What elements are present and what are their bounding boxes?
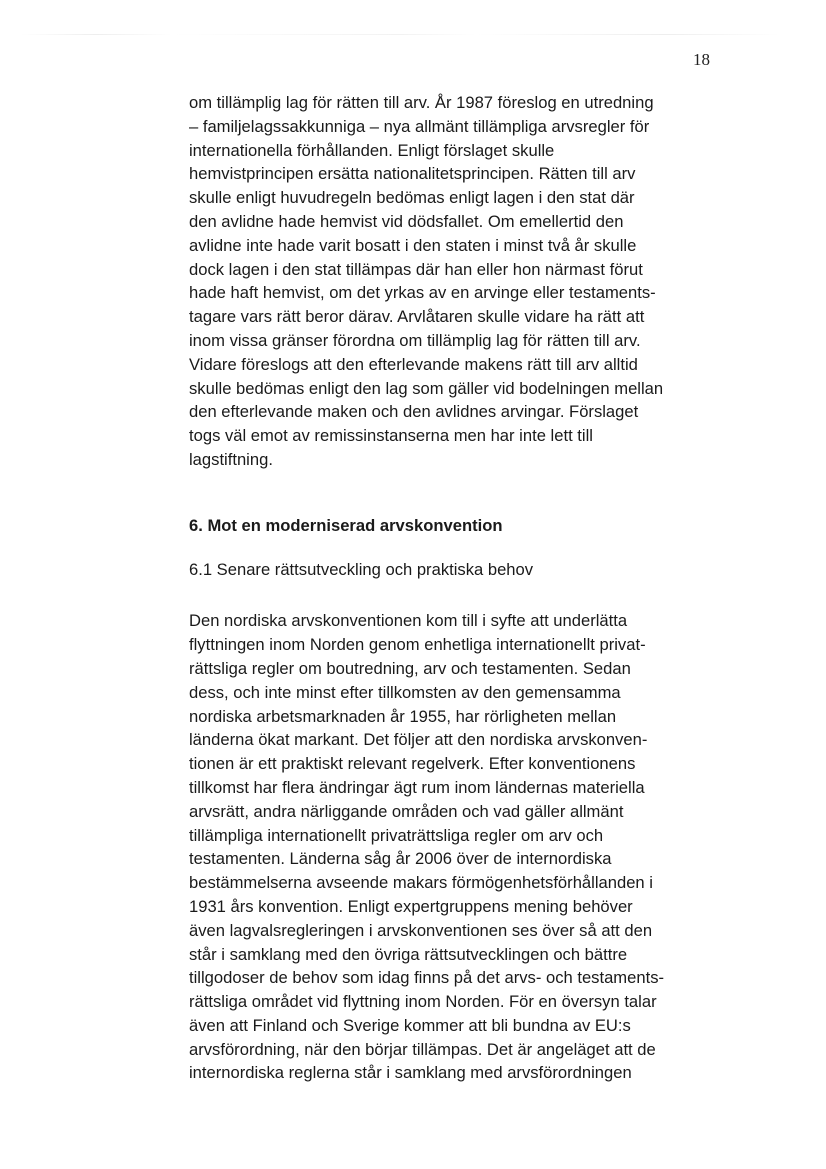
text-line: rättsliga regler om boutredning, arv och testamenten. Sedan <box>189 658 631 678</box>
section-heading: 6. Mot en moderniserad arvskonvention <box>189 515 503 535</box>
paragraph-legal-development <box>189 609 719 1085</box>
text-line: togs väl emot av remissinstanserna men har inte lett till <box>189 426 593 446</box>
text-line: arvsförordning, när den börjar tillämpas. Det är angeläget att de <box>189 1039 656 1059</box>
text-line: dess, och inte minst efter tillkomsten av den gemensamma <box>189 682 621 702</box>
text-line: nordiska arbetsmarknaden år 1955, har rörligheten mellan <box>189 706 617 726</box>
text-line: hade haft hemvist, om det yrkas av en arvinge eller testaments- <box>189 283 656 303</box>
text-line: står i samklang med den övriga rättsutvecklingen och bättre <box>189 944 628 964</box>
scan-artifact <box>20 34 780 35</box>
text-line: länderna ökat markant. Det följer att den nordiska arvskonven- <box>189 730 648 750</box>
text-line: 1931 års konvention. Enligt expertgruppens mening behöver <box>189 896 633 916</box>
text-line: arvsrätt, andra närliggande områden och vad gäller allmänt <box>189 801 624 821</box>
text-line: den avlidne hade hemvist vid dödsfallet. Om emellertid den <box>189 211 624 231</box>
text-line: skulle bedömas enligt den lag som gäller vid bodelningen mellan <box>189 378 664 398</box>
text-line: testamenten. Länderna såg år 2006 över de internordiska <box>189 849 612 869</box>
text-line: internordiska reglerna står i samklang med arvsförordningen <box>189 1063 632 1083</box>
subsection-heading: 6.1 Senare rättsutveckling och praktiska behov <box>189 559 534 579</box>
text-line: bestämmelserna avseende makars förmögenhetsförhållanden i <box>189 873 653 893</box>
text-line: Vidare föreslogs att den efterlevande makens rätt till arv alltid <box>189 354 638 374</box>
text-line: tillgodoser de behov som idag finns på det arvs- och testaments- <box>189 968 665 988</box>
text-line: inom vissa gränser förordna om tillämplig lag för rätten till arv. <box>189 330 641 350</box>
text-line: den efterlevande maken och den avlidnes arvingar. Förslaget <box>189 402 639 422</box>
document-body <box>189 91 719 1085</box>
paragraph-inheritance-history <box>189 91 719 472</box>
text-line: tillkomst har flera ändringar ägt rum inom ländernas materiella <box>189 777 645 797</box>
text-line: tionen är ett praktiskt relevant regelverk. Efter konventionens <box>189 754 636 774</box>
text-line: tagare vars rätt beror därav. Arvlåtaren skulle vidare ha rätt att <box>189 307 645 327</box>
text-line: även att Finland och Sverige kommer att bli bundna av EU:s <box>189 1015 631 1035</box>
text-line: Den nordiska arvskonventionen kom till i syfte att underlätta <box>189 611 628 631</box>
text-line: avlidne inte hade varit bosatt i den staten i minst två år skulle <box>189 235 637 255</box>
text-line: – familjelagssakkunniga – nya allmänt tillämpliga arvsregler för <box>189 116 650 136</box>
text-line: tillämpliga internationellt privaträttsliga regler om arv och <box>189 825 604 845</box>
text-line: även lagvalsregleringen i arvskonventionen ses över så att den <box>189 920 653 940</box>
page-number: 18 <box>693 50 710 69</box>
text-line: hemvistprincipen ersätta nationalitetsprincipen. Rätten till arv <box>189 164 636 184</box>
text-line: lagstiftning. <box>189 449 273 469</box>
text-line: rättsliga området vid flyttning inom Norden. För en översyn talar <box>189 992 657 1012</box>
text-line: om tillämplig lag för rätten till arv. År 1987 föreslog en utredning <box>189 93 654 112</box>
text-line: skulle enligt huvudregeln bedömas enligt lagen i den stat där <box>189 188 635 208</box>
text-line: internationella förhållanden. Enligt förslaget skulle <box>189 140 555 160</box>
text-line: flyttningen inom Norden genom enhetliga internationellt privat- <box>189 635 646 655</box>
text-line: dock lagen i den stat tillämpas där han eller hon närmast förut <box>189 259 643 279</box>
